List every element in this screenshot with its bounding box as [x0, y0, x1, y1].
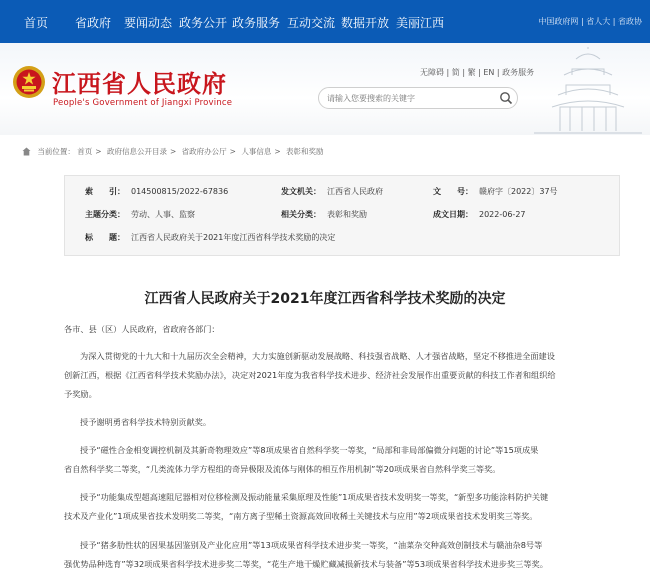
nav-item-interaction[interactable]: 互动交流	[287, 16, 336, 30]
meta-doc-number: 文 号： 赣府字〔2022〕37号	[433, 187, 558, 196]
breadcrumb-personnel[interactable]: 人事信息	[241, 147, 272, 156]
accessibility-links: 无障碍 | 简 | 繁 | EN | 政务服务	[420, 68, 535, 77]
breadcrumb-awards[interactable]: 表彰和奖励	[286, 147, 324, 156]
breadcrumb-info-catalog[interactable]: 政府信息公开目录	[106, 147, 167, 156]
nav-item-open-data[interactable]: 数据开放	[341, 16, 390, 30]
breadcrumb-home[interactable]: 首页	[77, 147, 93, 156]
top-nav-bar	[0, 0, 650, 43]
nav-item-home[interactable]: 首页	[24, 16, 49, 30]
meta-index: 索 引： 014500815/2022-67836	[85, 187, 229, 196]
site-subtitle: People's Government of Jiangxi Province	[53, 98, 233, 108]
article-paragraph-line: 创新江西，根据《江西省科学技术奖励办法》，决定对2021年度为我省科学技术进步、经济社会发展作出重要贡献的科技工作者和组织给	[64, 370, 556, 380]
link-english[interactable]: EN	[483, 68, 495, 77]
national-emblem-icon	[12, 65, 46, 99]
site-title[interactable]: 江西省人民政府	[52, 69, 227, 98]
article-paragraph-line: 强优势品种选育”等32项成果省科学技术进步奖二等奖，“花生产地干燥贮藏减损新技术与装备”等53项成果省科学技术进步奖三等奖。	[64, 559, 548, 569]
link-simplified[interactable]: 简	[451, 68, 460, 77]
document-metadata	[64, 175, 620, 256]
link-provincial-cppcc[interactable]: 省政协	[618, 17, 642, 26]
nav-item-services[interactable]: 政务服务	[232, 16, 281, 30]
article-paragraph-line: 授予“磁性合金相变调控机制及其新奇物理效应”等8项成果省自然科学奖一等奖，“局部和非局部偏微分问题的讨论”等15项成果	[80, 445, 539, 455]
nav-item-disclosure[interactable]: 政务公开	[179, 16, 228, 30]
link-provincial-congress[interactable]: 省人大	[586, 17, 611, 26]
meta-date: 成文日期： 2022-06-27	[433, 210, 526, 219]
breadcrumb-prefix: 当前位置：	[37, 147, 75, 156]
meta-related: 相关分类： 表彰和奖励	[281, 210, 367, 219]
article-paragraph-line: 技术及产业化”1项成果省技术发明奖二等奖，“南方离子型稀土资源高效回收稀土关键技术与应用”等2项成果省技术发明奖三等奖。	[64, 511, 538, 521]
meta-title: 标 题： 江西省人民政府关于2021年度江西省科学技术奖励的决定	[85, 233, 336, 242]
nav-item-beautiful-jiangxi[interactable]: 美丽江西	[396, 16, 445, 30]
article-title: 江西省人民政府关于2021年度江西省科学技术奖励的决定	[144, 291, 506, 307]
breadcrumb: 当前位置： 首页 > 政府信息公开目录 > 省政府办公厅 > 人事信息 > 表彰和奖励	[22, 146, 324, 157]
meta-issuer: 发文机关： 江西省人民政府	[281, 187, 383, 196]
breadcrumb-general-office[interactable]: 省政府办公厅	[181, 147, 227, 156]
pavilion-illustration-icon	[530, 47, 646, 135]
nav-item-news[interactable]: 要闻动态	[124, 16, 173, 30]
link-traditional[interactable]: 繁	[467, 68, 476, 77]
article-salutation: 各市、县（区）人民政府，省政府各部门：	[64, 324, 220, 334]
nav-item-government[interactable]: 省政府	[75, 16, 112, 30]
search-input[interactable]	[318, 87, 518, 109]
link-gov-services[interactable]: 政务服务	[502, 68, 535, 77]
article-paragraph-line: 授予“功能集成型超高速阻尼器相对位移检测及振动能量采集原理及性能”1项成果省技术发明奖一等奖，“新型多功能涂料防护关键	[80, 492, 549, 502]
article-paragraph-line: 授予谢明勇省科学技术特别贡献奖。	[80, 417, 212, 427]
site-header	[0, 43, 650, 135]
article-paragraph-line: 予奖励。	[64, 389, 97, 399]
search-icon[interactable]	[499, 91, 513, 105]
article-paragraph-line: 授予“猪多肋性状的因果基因鉴别及产业化应用”等13项成果省科学技术进步奖一等奖，“油菜杂交种高效创制技术与赣油杂8号等	[80, 540, 543, 550]
top-tool-links: 中国政府网 | 省人大 | 省政协	[538, 17, 642, 26]
article-paragraph-line: 省自然科学奖二等奖，“几类流体力学方程组的奇异极限及流体与刚体的相互作用机制”等20项成果省自然科学奖三等奖。	[64, 464, 501, 474]
location-icon	[22, 147, 31, 156]
meta-subject: 主题分类： 劳动、人事、监察	[85, 210, 195, 219]
article-paragraph-line: 为深入贯彻党的十九大和十九届历次全会精神，大力实施创新驱动发展战略、科技强省战略、人才强省战略，坚定不移推进全面建设	[80, 351, 555, 361]
link-accessibility[interactable]: 无障碍	[420, 68, 444, 77]
link-china-gov[interactable]: 中国政府网	[538, 17, 579, 26]
